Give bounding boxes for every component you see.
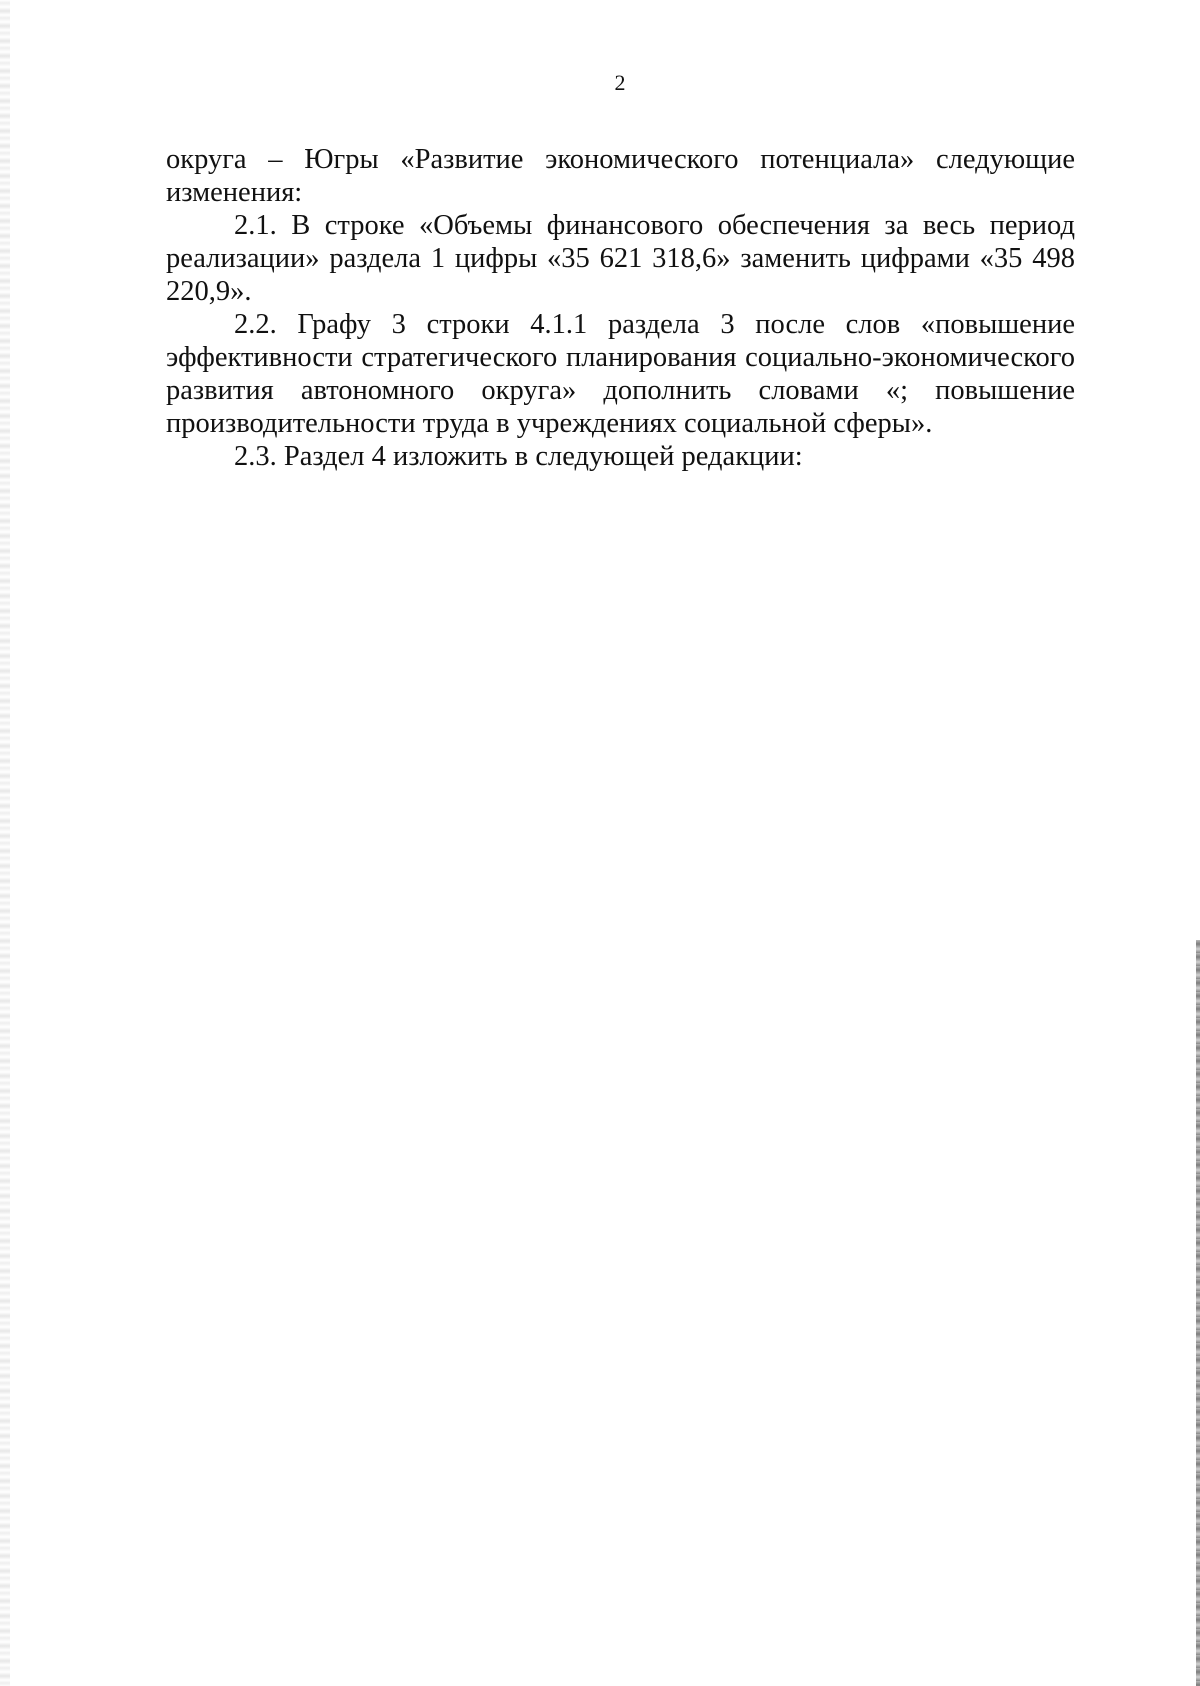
paragraph-2-3: 2.3. Раздел 4 изложить в следующей редакции:: [234, 441, 803, 472]
paragraph-2-2: 2.2. Графу 3 строки 4.1.1 раздела 3 после слов «повышение эффективности стратегического планирования социально-экономического развития автономного округа» дополнить словами «; повышение производительности труда в учреждениях социальной сферы».: [166, 309, 1075, 439]
scan-edge-right: [1196, 940, 1200, 1686]
document-body: [166, 143, 1075, 473]
paragraph-2-1: 2.1. В строке «Объемы финансового обеспечения за весь период реализации» раздела 1 цифры «35 621 318,6» заменить цифрами «35 498 220,9».: [166, 210, 1075, 307]
scan-edge-left: [0, 0, 10, 1686]
paragraph-intro: округа – Югры «Развитие экономического потенциала» следующие изменения:: [166, 144, 1075, 208]
page-number: 2: [614, 70, 626, 95]
